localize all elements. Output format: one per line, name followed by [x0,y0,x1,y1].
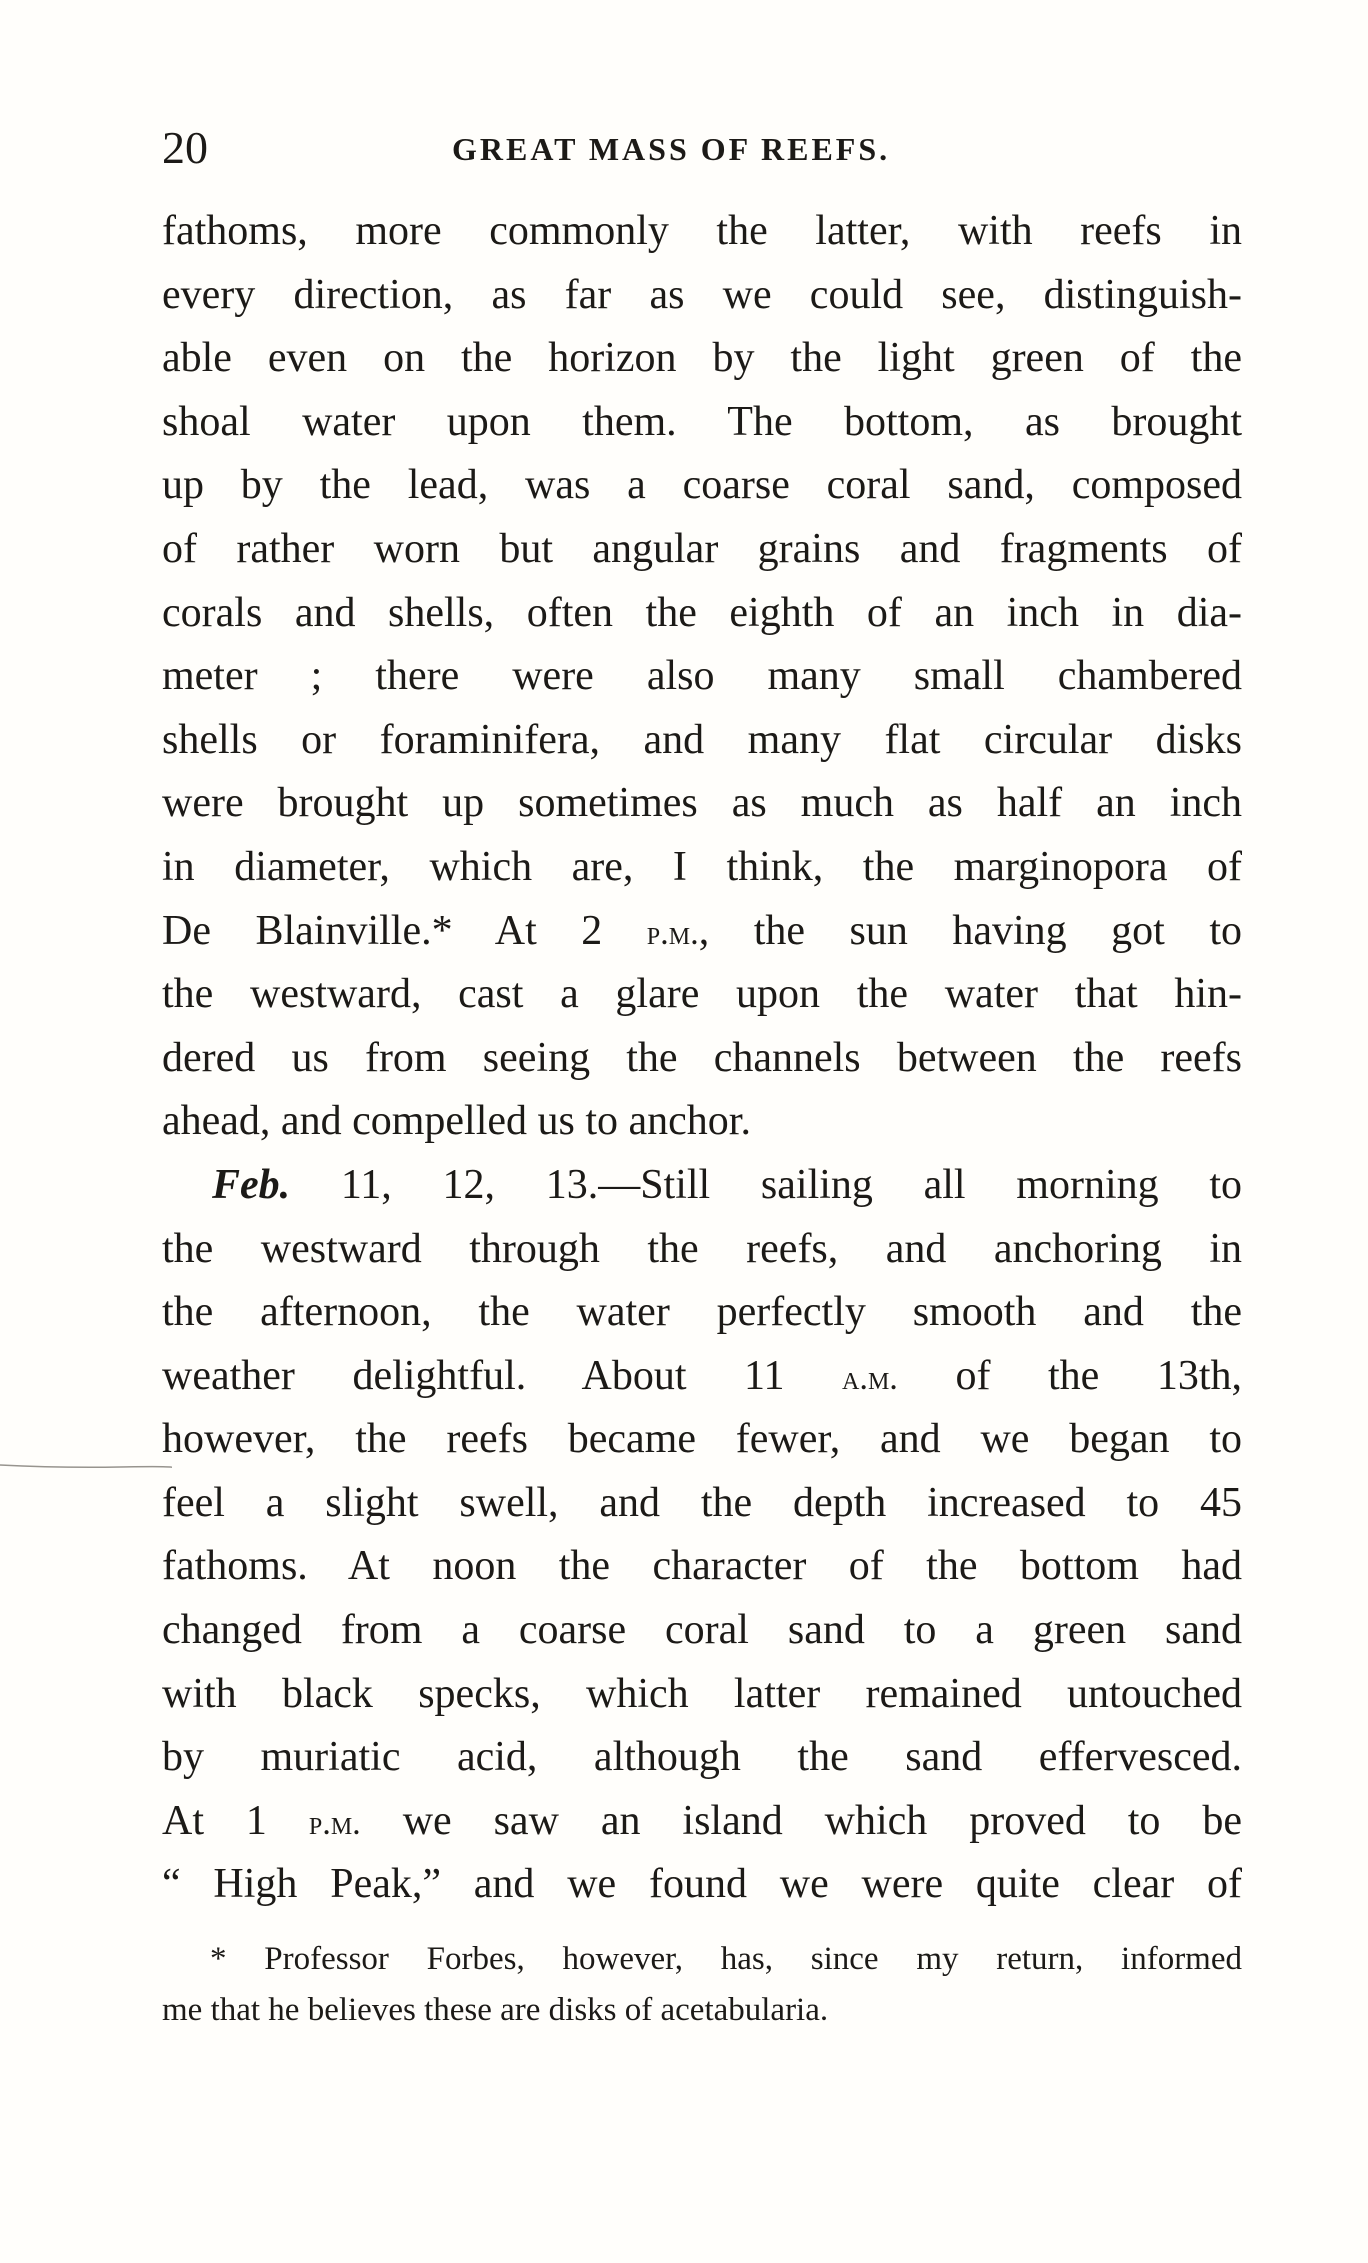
text-line: with black specks, which latter remained untouched [162,1670,1242,1717]
text-line: up by the lead, was a coarse coral sand, composed [162,462,1242,509]
running-head: GREAT MASS OF REEFS. [452,131,891,167]
text-line: corals and shells, often the eighth of an inch in dia- [162,589,1242,636]
text-segment: At 1 [162,1797,309,1844]
text-segment: , the sun having got to [698,907,1242,954]
italic-date: Feb. [212,1161,291,1208]
margin-pencil-mark [0,1462,172,1472]
text-line: the westward through the reefs, and anchoring in [162,1225,1242,1272]
page-number: 20 [162,122,208,173]
text-line: fathoms. At noon the character of the bottom had [162,1543,1242,1590]
page-header [162,118,1242,178]
text-line: by muriatic acid, although the sand effervesced. [162,1734,1242,1781]
text-line [162,900,1242,964]
small-caps-time: a.m. [842,1358,898,1397]
small-caps-time: p.m. [646,913,699,952]
text-line: were brought up sometimes as much as half an inch [162,780,1242,827]
text-line [162,1345,1242,1409]
text-line: the westward, cast a glare upon the water that hin- [162,971,1242,1018]
text-segment: weather delightful. About 11 [162,1352,843,1399]
text-line [162,1790,1242,1854]
text-line: however, the reefs became fewer, and we began to [162,1416,1242,1463]
text-segment: 11, 12, 13.—Still sailing all morning to [290,1161,1242,1208]
text-line: fathoms, more commonly the latter, with reefs in [162,208,1242,254]
footnote-line: me that he believes these are disks of acetabularia. [162,1992,829,2028]
small-caps-time: p.m. [308,1803,361,1842]
text-line: shells or foraminifera, and many flat circular disks [162,716,1242,763]
text-line: shoal water upon them. The bottom, as brought [162,398,1242,445]
text-segment: we saw an island which proved to be [360,1797,1242,1844]
text-line: feel a slight swell, and the depth increased to 45 [162,1479,1242,1526]
text-segment: of the 13th, [897,1352,1242,1399]
text-line: ahead, and compelled us to anchor. [162,1098,751,1145]
text-line: dered us from seeing the channels between the reefs [162,1034,1242,1081]
text-line: able even on the horizon by the light green of the [162,335,1242,382]
text-line: meter ; there were also many small chambered [162,653,1242,700]
footnote [162,1934,1242,2036]
text-line: the afternoon, the water perfectly smooth and the [162,1289,1242,1336]
text-line: “ High Peak,” and we found we were quite clear of [162,1861,1242,1908]
body-text [162,200,1242,1917]
text-line: of rather worn but angular grains and fragments of [162,525,1242,572]
text-line: in diameter, which are, I think, the marginopora of [162,843,1242,890]
footnote-line: * Professor Forbes, however, has, since my return, informed [210,1941,1242,1977]
text-line [162,1154,1242,1218]
text-line: changed from a coarse coral sand to a green sand [162,1607,1242,1654]
text-segment: De Blainville.* At 2 [162,907,647,954]
text-line: every direction, as far as we could see, distinguish- [162,271,1242,318]
